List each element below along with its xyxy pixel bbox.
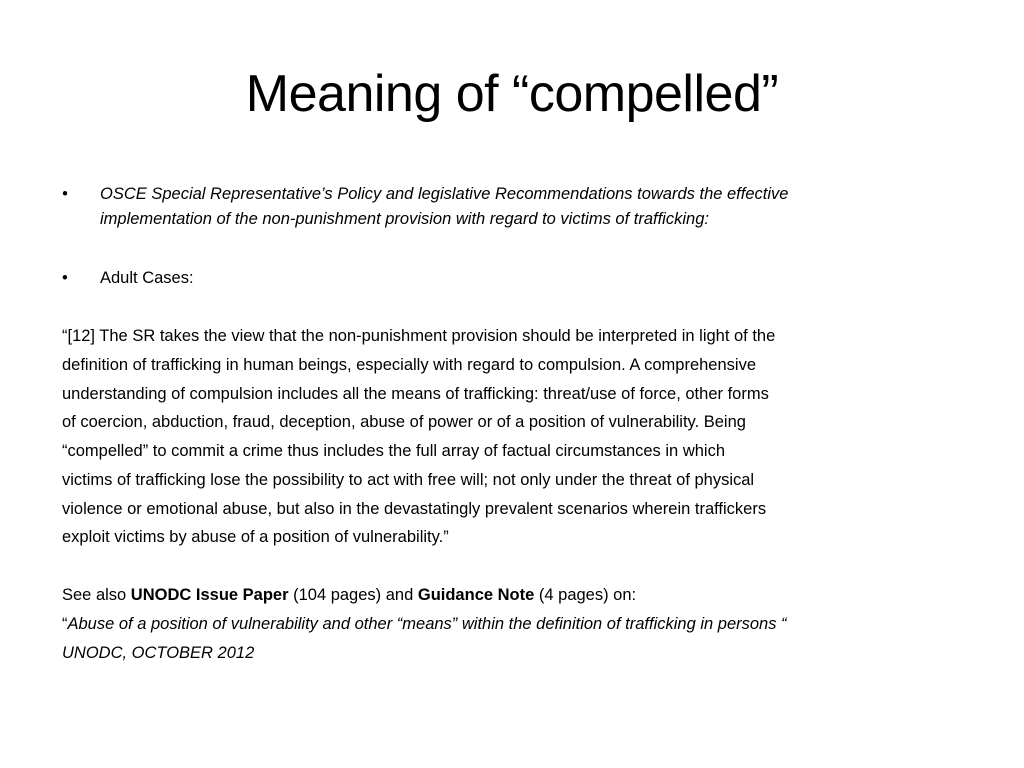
unodc-issue-paper-link[interactable]: UNODC Issue Paper <box>130 586 289 604</box>
see-also-prefix: See also <box>62 586 131 604</box>
guidance-note-link[interactable]: Guidance Note <box>417 586 535 604</box>
bullet-line: Adult Cases: <box>100 269 194 287</box>
publication-source: UNODC, OCTOBER 2012 <box>62 643 255 662</box>
quote-line: of coercion, abduction, fraud, deception, abuse of power or of a position of vulnerability. Being <box>62 413 746 432</box>
publication-open-quote: “ <box>62 614 68 633</box>
bullet-marker: • <box>62 185 68 203</box>
bullet-marker: • <box>62 269 68 287</box>
see-also-suffix: (4 pages) on: <box>534 586 637 604</box>
bullet-item-adult-cases <box>62 266 962 291</box>
quote-line: definition of trafficking in human beings, especially with regard to compulsion. A comprehensive <box>62 355 756 374</box>
quote-line: exploit victims by abuse of a position of vulnerability.” <box>62 528 449 547</box>
see-also-middle: (104 pages) and <box>288 586 418 604</box>
publication-title: Abuse of a position of vulnerability and other “means” within the definition of trafficking in persons “ <box>67 614 787 633</box>
quote-line: “[12] The SR takes the view that the non-punishment provision should be interpreted in light of the <box>62 327 776 345</box>
quoted-paragraph <box>62 322 962 552</box>
quote-line: understanding of compulsion includes all the means of trafficking: threat/use of force, other forms <box>62 384 769 403</box>
slide-body <box>62 182 962 667</box>
publication-title-line <box>62 610 962 639</box>
quote-line: violence or emotional abuse, but also in the devastatingly prevalent scenarios wherein traffickers <box>62 499 767 518</box>
bullet-line: implementation of the non-punishment provision with regard to victims of trafficking: <box>100 210 709 228</box>
bullet-item-osce-recommendations <box>62 182 962 232</box>
slide-title: Meaning of “compelled” <box>245 65 779 123</box>
quote-line: victims of trafficking lose the possibility to act with free will; not only under the threat of physical <box>62 470 755 489</box>
quote-line: “compelled” to commit a crime thus includes the full array of factual circumstances in which <box>62 442 726 460</box>
see-also-line <box>62 581 962 610</box>
bullet-line: OSCE Special Representative’s Policy and legislative Recommendations towards the effective <box>100 185 789 203</box>
